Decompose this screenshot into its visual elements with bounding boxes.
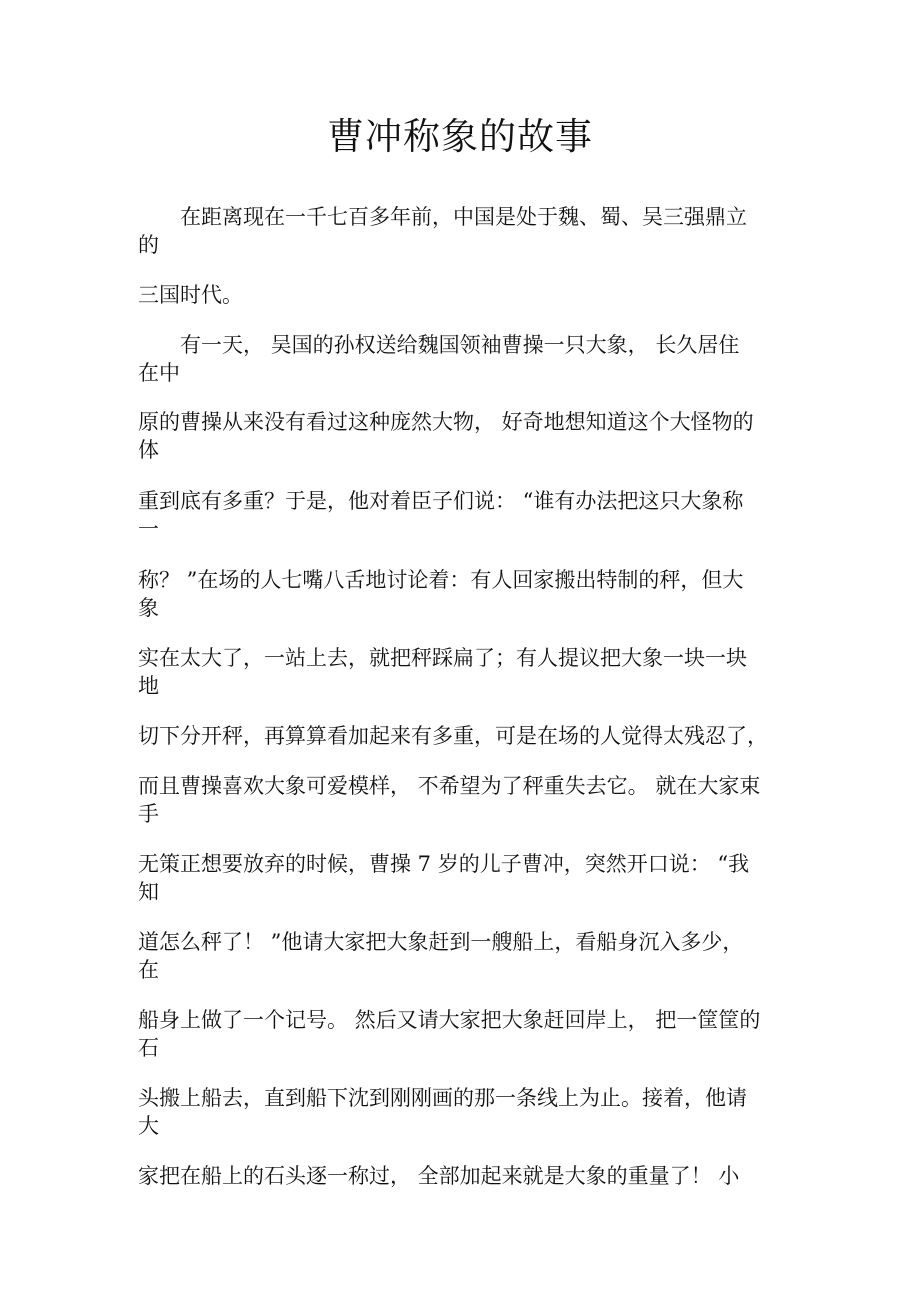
text-line: 称？ ”在场的人七嘴八舌地讨论着：有人回家搬出特制的秤，但大 [138, 568, 744, 592]
text-line: 道怎么秤了！ ”他请大家把大象赶到一艘船上，看船身沉入多少， [138, 930, 744, 954]
text-line: 实在太大了，一站上去，就把秤踩扁了；有人提议把大象一块一块 [138, 646, 747, 670]
text-line: 一 [138, 517, 159, 541]
text-line: 而且曹操喜欢大象可爱模样， 不希望为了秤重失去它。 就在大家束 [138, 774, 761, 798]
text-line: 重到底有多重？于是，他对着臣子们说： “谁有办法把这只大象称 [138, 489, 744, 513]
text-line: 在距离现在一千七百多年前，中国是处于魏、蜀、吴三强鼎立 [138, 205, 747, 229]
text-line: 切下分开秤，再算算看加起来有多重，可是在场的人觉得太残忍了， [138, 724, 768, 748]
text-line: 大 [138, 1114, 159, 1138]
document-title: 曹冲称象的故事 [327, 115, 593, 158]
text-line: 地 [138, 674, 159, 698]
text-line: 无策正想要放弃的时候，曹操 7 岁的儿子曹冲，突然开口说： “我 [138, 852, 750, 876]
text-line: 家把在船上的石头逐一称过， 全部加起来就是大象的重量了！ 小 [138, 1164, 740, 1188]
text-line: 石 [138, 1036, 159, 1060]
text-line: 体 [138, 438, 159, 462]
text-line: 知 [138, 880, 159, 904]
text-line: 象 [138, 596, 159, 620]
text-line: 的 [138, 233, 159, 257]
text-line: 头搬上船去，直到船下沈到刚刚画的那一条线上为止。接着，他请 [138, 1086, 747, 1110]
text-line: 船身上做了一个记号。 然后又请大家把大象赶回岸上， 把一筐筐的 [138, 1008, 761, 1032]
text-line: 手 [138, 802, 159, 826]
text-line: 在 [138, 958, 159, 982]
text-line: 三国时代。 [138, 283, 243, 307]
text-line: 有一天， 吴国的孙权送给魏国领袖曹操一只大象， 长久居住 [138, 333, 740, 357]
text-line: 原的曹操从来没有看过这种庞然大物， 好奇地想知道这个大怪物的 [138, 410, 754, 434]
text-line: 在中 [138, 361, 180, 385]
